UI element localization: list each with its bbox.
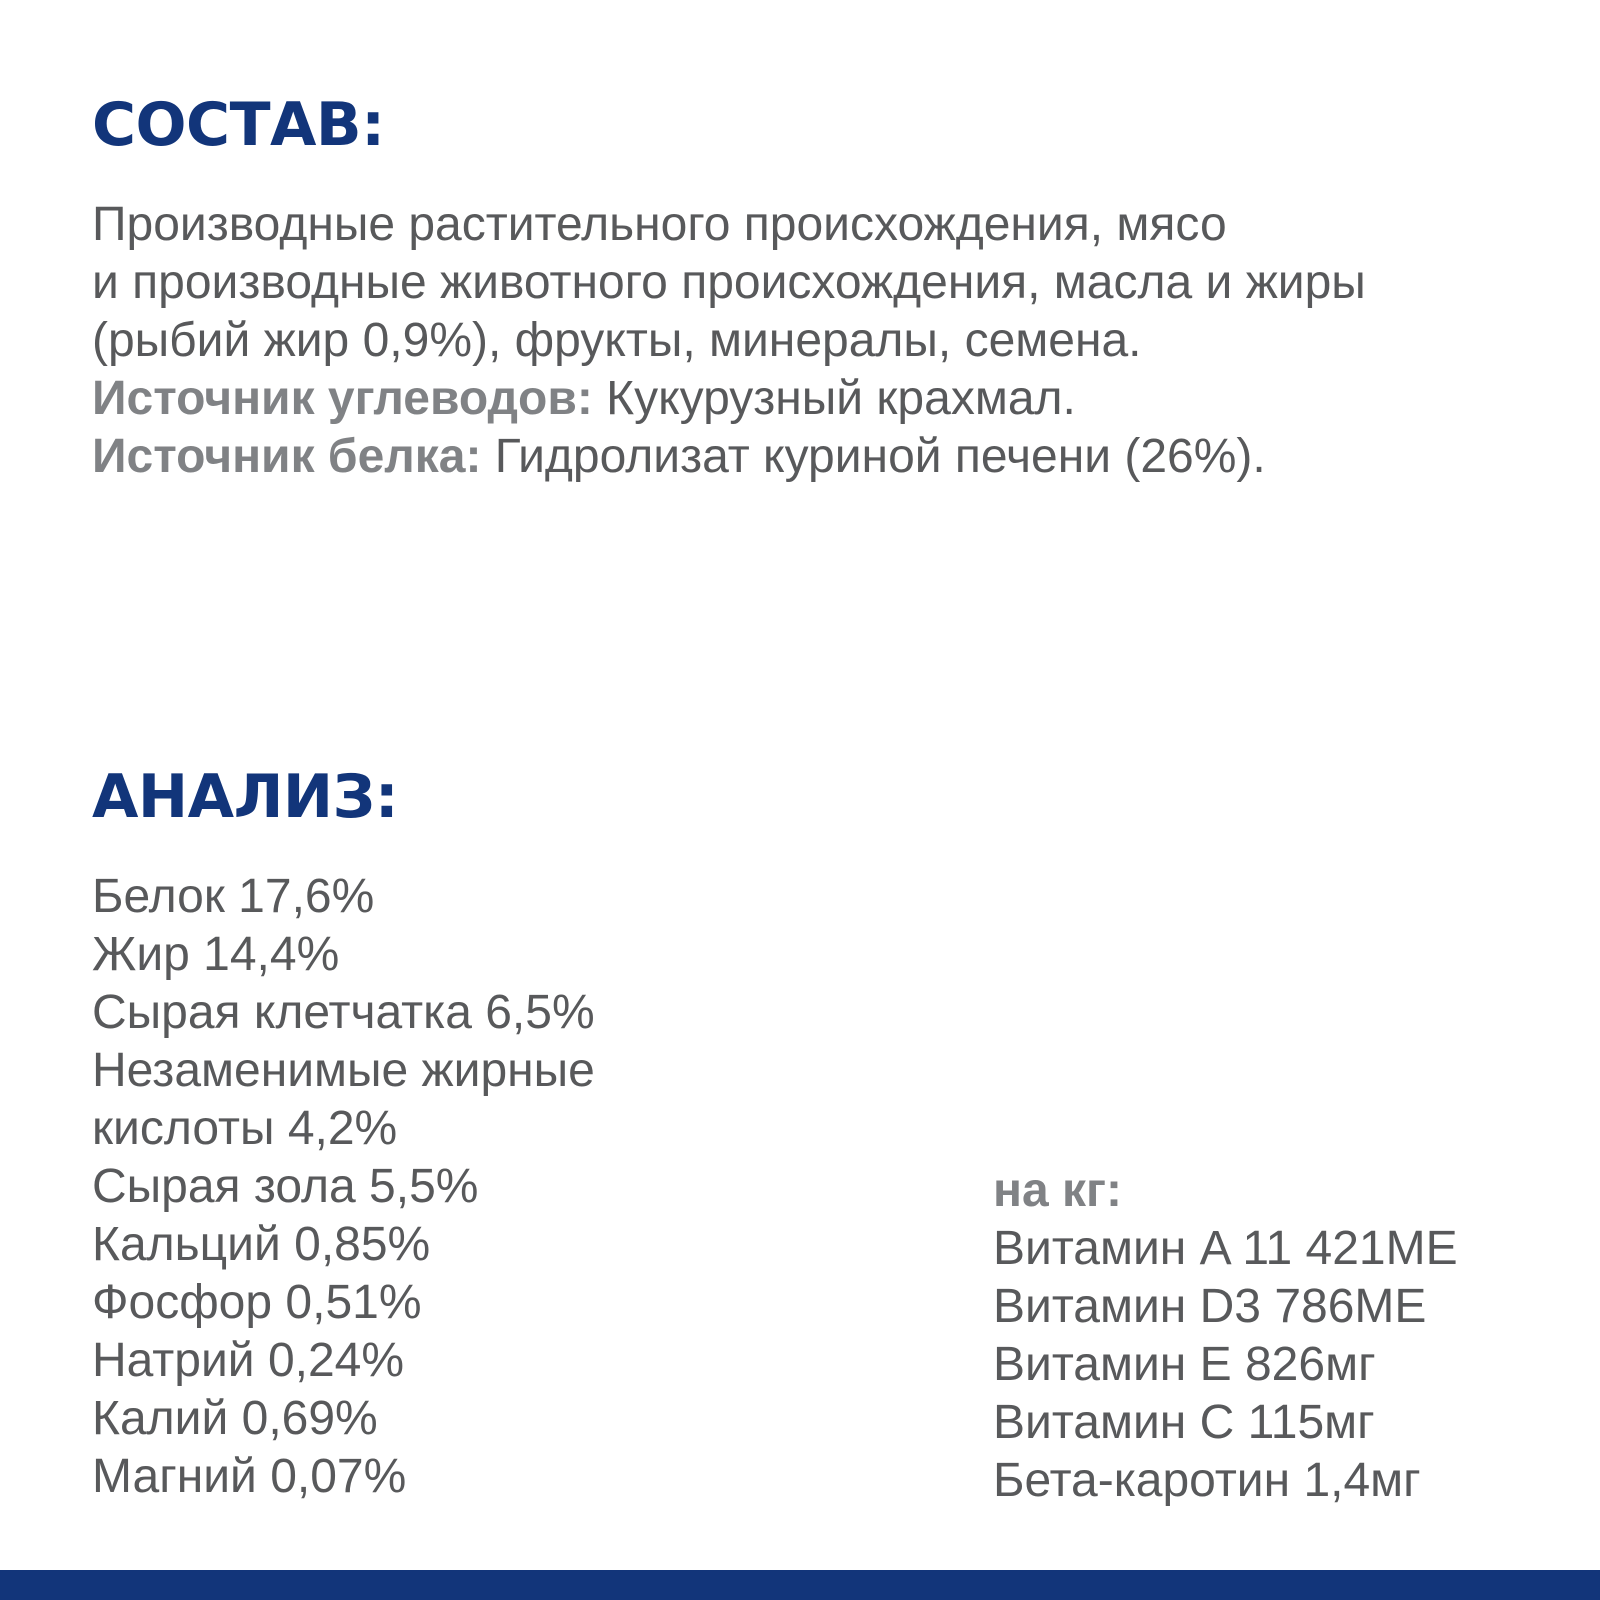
ingredients-line-1: Производные растительного происхождения, мясо (92, 198, 1227, 251)
vitamins-block (993, 1162, 1458, 1510)
analysis-list (92, 868, 595, 1506)
analysis-item: Натрий 0,24% (92, 1334, 405, 1387)
carb-source-value: Кукурузный крахмал. (592, 372, 1076, 425)
analysis-item: Кальций 0,85% (92, 1218, 431, 1271)
vitamin-item: Витамин C 115мг (993, 1396, 1375, 1449)
analysis-item: кислоты 4,2% (92, 1102, 398, 1155)
analysis-item: Магний 0,07% (92, 1450, 407, 1503)
carb-source-label: Источник углеводов: (92, 372, 593, 425)
carb-source-line (92, 370, 1552, 428)
bottom-bar (0, 1570, 1600, 1600)
ingredients-line-2: и производные животного происхождения, масла и жиры (92, 256, 1366, 309)
analysis-item: Жир 14,4% (92, 928, 340, 981)
vitamin-item: Витамин D3 786МЕ (993, 1280, 1427, 1333)
analysis-heading: АНАЛИЗ: (92, 762, 399, 832)
protein-source-label: Источник белка: (92, 430, 482, 483)
analysis-item: Фосфор 0,51% (92, 1276, 422, 1329)
vitamin-item: Витамин A 11 421МЕ (993, 1222, 1458, 1275)
analysis-item: Белок 17,6% (92, 870, 375, 923)
vitamin-item: Бета-каротин 1,4мг (993, 1454, 1421, 1507)
vitamins-list (993, 1220, 1458, 1510)
composition-heading: СОСТАВ: (92, 90, 385, 160)
analysis-item: Сырая клетчатка 6,5% (92, 986, 595, 1039)
ingredients-line-3: (рыбий жир 0,9%), фрукты, минералы, семена. (92, 314, 1142, 367)
vitamin-item: Витамин E 826мг (993, 1338, 1376, 1391)
protein-source-value: Гидролизат куриной печени (26%). (481, 430, 1266, 483)
protein-source-line (92, 428, 1552, 486)
analysis-item: Незаменимые жирные (92, 1044, 595, 1097)
analysis-item: Сырая зола 5,5% (92, 1160, 479, 1213)
composition-text (92, 196, 1552, 486)
per-kg-label: на кг: (993, 1164, 1123, 1217)
analysis-item: Калий 0,69% (92, 1392, 378, 1445)
